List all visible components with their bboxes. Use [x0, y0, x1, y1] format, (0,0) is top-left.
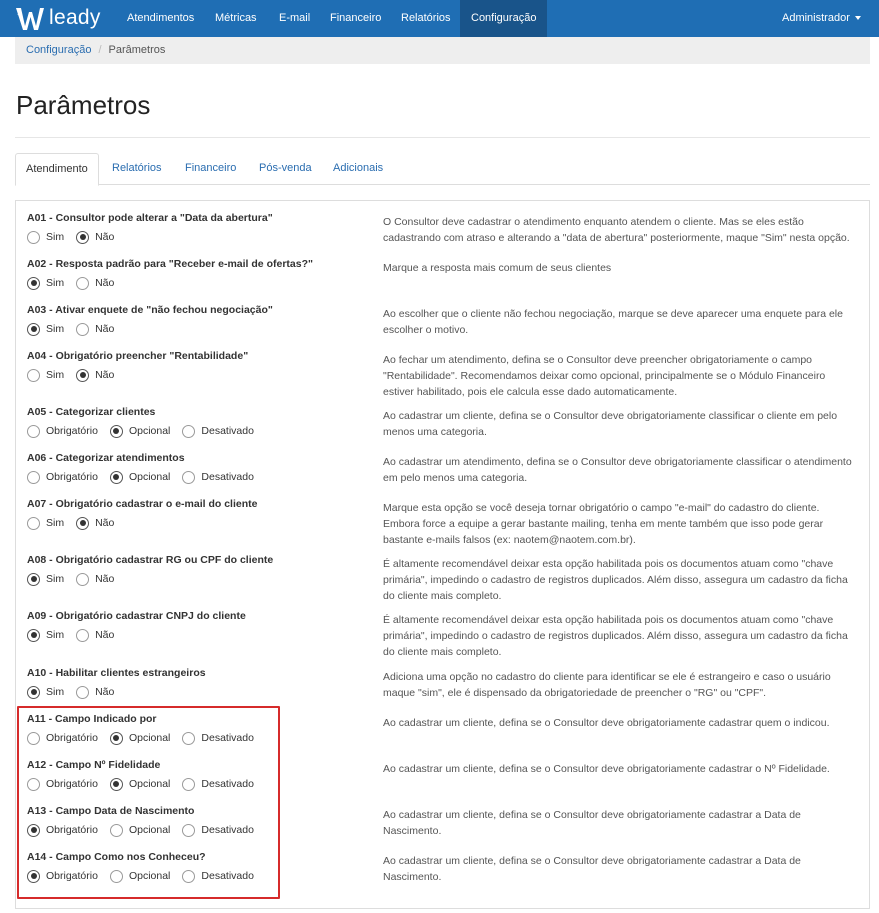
radio-option-sim[interactable] — [27, 517, 64, 530]
radio-label: Sim — [46, 323, 65, 335]
radio-label: Não — [95, 517, 115, 529]
radio-label: Sim — [46, 277, 65, 289]
tab-atendimento[interactable]: Atendimento — [15, 153, 99, 186]
tab-pos-venda[interactable]: Pós-venda — [259, 162, 312, 174]
radio-label: Sim — [46, 686, 65, 698]
nav-relatorios[interactable]: Relatórios — [401, 12, 451, 24]
tab-bar — [15, 153, 870, 185]
radio-option-nao[interactable] — [76, 686, 114, 699]
radio-label: Não — [95, 629, 115, 641]
param-description: É altamente recomendável deixar esta opção habilitada pois os documentos atuam como "chave primária", impedindo o cadastro de registros duplicados. Além disso, assegura um cadastro da ficha do cliente mais completo. — [383, 558, 848, 602]
breadcrumb — [15, 37, 870, 64]
radio-button[interactable] — [76, 369, 89, 382]
radio-option-opcional[interactable] — [110, 425, 170, 438]
param-label: A12 - Campo Nº Fidelidade — [27, 759, 161, 771]
radio-option-sim[interactable] — [27, 686, 64, 699]
param-description: Ao escolher que o cliente não fechou negociação, marque se deve aparecer uma enquete para ele escolher o motivo. — [383, 308, 843, 336]
radio-option-nao[interactable] — [76, 277, 114, 290]
param-options — [27, 229, 126, 245]
radio-label: Sim — [46, 629, 65, 641]
breadcrumb-current: Parâmetros — [108, 44, 166, 56]
radio-label: Obrigatório — [46, 824, 98, 836]
radio-button[interactable] — [76, 323, 89, 336]
radio-label: Não — [95, 323, 115, 335]
radio-button[interactable] — [182, 471, 195, 484]
radio-option-sim[interactable] — [27, 323, 64, 336]
radio-button[interactable] — [76, 231, 89, 244]
param-label: A03 - Ativar enquete de "não fechou negociação" — [27, 304, 273, 316]
nav-metricas[interactable]: Métricas — [215, 12, 257, 24]
radio-option-desativado[interactable] — [182, 471, 254, 484]
nav-configuracao[interactable]: Configuração — [460, 0, 547, 37]
radio-button[interactable] — [76, 517, 89, 530]
param-options — [27, 423, 266, 439]
radio-option-sim[interactable] — [27, 629, 64, 642]
radio-option-nao[interactable] — [76, 573, 114, 586]
param-label: A14 - Campo Como nos Conheceu? — [27, 851, 206, 863]
tab-financeiro[interactable]: Financeiro — [185, 162, 237, 174]
brand-logo[interactable] — [14, 3, 101, 33]
radio-option-desativado[interactable] — [182, 425, 254, 438]
param-label: A09 - Obrigatório cadastrar CNPJ do cliente — [27, 610, 246, 622]
radio-option-nao[interactable] — [76, 517, 114, 530]
radio-label: Não — [95, 686, 115, 698]
radio-label: Obrigatório — [46, 732, 98, 744]
page-title: Parâmetros — [16, 90, 151, 120]
radio-button[interactable] — [27, 277, 40, 290]
radio-label: Não — [95, 369, 115, 381]
param-options — [27, 321, 126, 337]
radio-option-opcional[interactable] — [110, 471, 170, 484]
param-label: A05 - Categorizar clientes — [27, 406, 156, 418]
param-options — [27, 367, 126, 383]
radio-label: Sim — [46, 517, 65, 529]
radio-option-nao[interactable] — [76, 629, 114, 642]
radio-button[interactable] — [27, 369, 40, 382]
param-description: Ao cadastrar um cliente, defina se o Consultor deve obrigatoriamente cadastrar a Data de Nascimento. — [383, 809, 801, 837]
radio-label: Desativado — [201, 824, 254, 836]
radio-option-nao[interactable] — [76, 323, 114, 336]
radio-label: Desativado — [201, 732, 254, 744]
param-label: A08 - Obrigatório cadastrar RG ou CPF do cliente — [27, 554, 274, 566]
radio-button[interactable] — [182, 425, 195, 438]
param-label: A01 - Consultor pode alterar a "Data da abertura" — [27, 212, 273, 224]
breadcrumb-separator: / — [98, 44, 102, 56]
radio-label: Opcional — [128, 778, 171, 790]
radio-label: Opcional — [128, 471, 171, 483]
radio-label: Sim — [46, 231, 65, 243]
param-options — [27, 275, 126, 291]
radio-label: Sim — [46, 573, 65, 585]
radio-button[interactable] — [110, 471, 123, 484]
radio-label: Obrigatório — [46, 471, 98, 483]
param-description: Ao cadastrar um cliente, defina se o Consultor deve obrigatoriamente cadastrar quem o indicou. — [383, 717, 830, 729]
radio-label: Desativado — [201, 870, 254, 882]
param-description: Ao cadastrar um cliente, defina se o Consultor deve obrigatoriamente classificar o cliente em pelo menos uma categoria. — [383, 410, 838, 438]
param-description: Ao cadastrar um atendimento, defina se o Consultor deve obrigatoriamente classificar o atendimento em pelo menos uma categoria. — [383, 456, 852, 484]
radio-label: Desativado — [201, 471, 254, 483]
param-description: É altamente recomendável deixar esta opção habilitada pois os documentos atuam como "chave primária", impedindo o cadastro de registros duplicados. Além disso, assegura um cadastro da ficha do cliente mais completo. — [383, 614, 848, 658]
param-description: Ao cadastrar um cliente, defina se o Consultor deve obrigatoriamente cadastrar a Data de Nascimento. — [383, 855, 801, 883]
param-options — [27, 627, 126, 643]
nav-atendimentos[interactable]: Atendimentos — [127, 12, 195, 24]
radio-button[interactable] — [27, 629, 40, 642]
param-options — [27, 515, 126, 531]
radio-button[interactable] — [110, 425, 123, 438]
radio-button[interactable] — [27, 573, 40, 586]
radio-option-obrigatorio[interactable] — [27, 471, 98, 484]
radio-button[interactable] — [76, 686, 89, 699]
radio-button[interactable] — [27, 471, 40, 484]
param-label: A02 - Resposta padrão para "Receber e-mail de ofertas?" — [27, 258, 313, 270]
radio-option-sim[interactable] — [27, 369, 64, 382]
param-label: A06 - Categorizar atendimentos — [27, 452, 185, 464]
param-options — [27, 469, 266, 485]
param-description: Ao fechar um atendimento, defina se o Consultor deve preencher obrigatoriamente o campo "Rentabilidade". Recomendamos deixar como opcional, principalmente se o Módulo Financeiro estiver habilitado, pois ele calcula esse dado automaticamente. — [383, 354, 826, 398]
param-label: A04 - Obrigatório preencher "Rentabilidade" — [27, 350, 249, 362]
radio-button[interactable] — [27, 231, 40, 244]
title-divider — [15, 137, 870, 138]
param-description: Ao cadastrar um cliente, defina se o Consultor deve obrigatoriamente cadastrar o Nº Fidelidade. — [383, 763, 830, 775]
radio-label: Opcional — [128, 870, 171, 882]
radio-option-sim[interactable] — [27, 277, 64, 290]
radio-label: Opcional — [128, 732, 171, 744]
radio-label: Sim — [46, 369, 65, 381]
radio-label: Não — [95, 231, 115, 243]
user-name: Administrador — [782, 12, 850, 24]
param-description: Marque a resposta mais comum de seus clientes — [383, 262, 612, 274]
nav-email[interactable]: E-mail — [279, 12, 311, 24]
radio-label: Opcional — [128, 824, 171, 836]
radio-option-sim[interactable] — [27, 231, 64, 244]
radio-label: Obrigatório — [46, 425, 98, 437]
radio-label: Não — [95, 277, 115, 289]
param-options — [27, 571, 126, 587]
radio-option-nao[interactable] — [76, 369, 114, 382]
brand-name: leady — [49, 6, 101, 29]
brand-mark-icon — [14, 4, 46, 32]
radio-button[interactable] — [27, 323, 40, 336]
param-description: Adiciona uma opção no cadastro do cliente para identificar se ele é estrangeiro e caso o usuário maque "sim", ele é dispensado da obrigatoriedade de preencher o "RG" ou "CPF". — [383, 671, 831, 699]
radio-button[interactable] — [27, 425, 40, 438]
param-label: A11 - Campo Indicado por — [27, 713, 157, 725]
radio-label: Não — [95, 573, 115, 585]
radio-label: Obrigatório — [46, 778, 98, 790]
chevron-down-icon — [855, 16, 861, 20]
user-menu[interactable] — [782, 0, 861, 37]
param-options — [27, 684, 126, 700]
param-label: A07 - Obrigatório cadastrar o e-mail do cliente — [27, 498, 258, 510]
param-description: Marque esta opção se você deseja tornar obrigatório o campo "e-mail" do cadastro do cliente. Embora force a equipe a gerar bastante mailing, tenha em mente também que isso pode gerar bastante e-mails falsos (ex: naotem@naotem.com.br). — [383, 502, 824, 546]
radio-label: Obrigatório — [46, 870, 98, 882]
tab-adicionais[interactable]: Adicionais — [333, 162, 384, 174]
radio-label: Desativado — [201, 778, 254, 790]
nav-financeiro[interactable]: Financeiro — [330, 12, 382, 24]
radio-button[interactable] — [27, 517, 40, 530]
radio-button[interactable] — [27, 686, 40, 699]
highlight-box — [17, 706, 280, 899]
radio-option-nao[interactable] — [76, 231, 114, 244]
radio-button[interactable] — [76, 277, 89, 290]
radio-option-sim[interactable] — [27, 573, 64, 586]
radio-button[interactable] — [76, 573, 89, 586]
radio-label: Opcional — [128, 425, 171, 437]
radio-label: Desativado — [201, 425, 254, 437]
tab-relatorios[interactable]: Relatórios — [112, 162, 162, 174]
param-label: A13 - Campo Data de Nascimento — [27, 805, 195, 817]
radio-button[interactable] — [76, 629, 89, 642]
top-navbar — [0, 0, 879, 37]
radio-option-obrigatorio[interactable] — [27, 425, 98, 438]
breadcrumb-parent-link[interactable]: Configuração — [26, 44, 92, 56]
param-label: A10 - Habilitar clientes estrangeiros — [27, 667, 206, 679]
param-description: O Consultor deve cadastrar o atendimento enquanto atendem o cliente. Mas se eles estão cadastrando com atraso e alterando a "data de abertura" posteriormente, maque "Sim" nesta opção. — [383, 216, 850, 244]
